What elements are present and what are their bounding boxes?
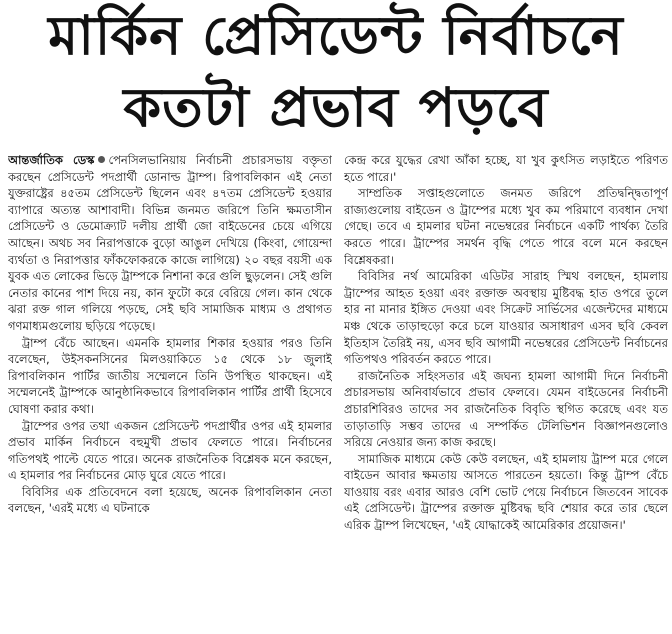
headline-line-2: কতটা প্রভাব পড়বে — [123, 76, 549, 139]
paragraph: কেন্দ্র করে যুদ্ধের রেখা আঁকা হচ্ছে, যা খুব কুৎসিত লড়াইতে পরিণত হতে পারে।' — [344, 153, 668, 184]
left-column — [8, 152, 332, 630]
paragraph: রাজনৈতিক সহিংসতার এই জঘন্য হামলা আগামী দিনে নির্বাচনী প্রচারসভায় অনিবার্যভাবে প্রভাব ফেলবে। যেমন বাইডেনের নির্বাচনী প্রচারশিবিরও তাদের সব রাজনৈতিক বিবৃতি স্থগিত করেছে এবং যত তাড়াতাড়ি সম্ভব তাদের এ সম্পর্কিত টেলিভিশন বিজ্ঞাপনগুলোও সরিয়ে নেওয়ার জন্য কাজ করছে। — [344, 368, 668, 450]
article-body — [8, 152, 668, 630]
paragraph: ট্রাম্পের ওপর তথা একজন প্রেসিডেন্ট পদপ্রার্থীর ওপর এই হামলার প্রভাব মার্কিন নির্বাচনে বহুমুখী প্রভাব ফেলতে পারে। নির্বাচনের গতিপথই পাল্টে যেতে পারে। অনেক রাজনৈতিক বিশ্লেষক মনে করছেন, এ হামলার পর নির্বাচনের মোড় ঘুরে যেতে পারে। — [8, 418, 332, 483]
paragraph: বিবিসির এক প্রতিবেদনে বলা হয়েছে, অনেক রিপাবলিকান নেতা বলছেন, 'এরই মধ্যে এ ঘটনাকে — [8, 484, 332, 516]
headline-line-1: মার্কিন প্রেসিডেন্ট নির্বাচনে — [48, 4, 624, 67]
dateline-bullet-icon — [98, 156, 105, 163]
right-column — [344, 152, 668, 630]
paragraph: বিবিসির নর্থ আমেরিকা এডিটর সারাহ স্মিথ বলছেন, হামলায় ট্রাম্পের আহত হওয়া এবং রক্তাক্ত অবস্থায় মুষ্টিবদ্ধ হাত ওপরে তুলে হার না মানার ইঙ্গিত দেওয়া এবং সিক্রেট সার্ভিসের এজেন্টদের মাধ্যমে মঞ্চ থেকে তাড়াহুড়ো করে চলে যাওয়ার অসাধারণ এসব ছবি কেবল ইতিহাস তৈরিই নয়, এসব ছবি আগামী নভেম্বরের প্রেসিডেন্ট নির্বাচনের গতিপথও পরিবর্তন করতে পারে। — [344, 269, 668, 367]
paragraph: ট্রাম্প বেঁচে আছেন। এমনকি হামলার শিকার হওয়ার পরও তিনি বলেছেন, উইসকনসিনের মিলওয়াকিতে ১৫ থেকে ১৮ জুলাই রিপাবলিকান পার্টির জাতীয় সম্মেলনে তিনি উপস্থিত থাকছেন। এই সম্মেলনেই ট্রাম্পকে আনুষ্ঠানিকভাবে রিপাবলিকান পার্টির প্রার্থী হিসেবে ঘোষণা করার কথা। — [8, 335, 332, 416]
dateline: আন্তর্জাতিক ডেস্ক — [8, 153, 95, 167]
headline — [0, 0, 672, 144]
paragraph: সামাজিক মাধ্যমে কেউ কেউ বলছেন, এই হামলায় ট্রাম্প মরে গেলে বাইডেন আবার ক্ষমতায় আসতে পারতেন হয়তো। কিন্তু ট্রাম্প বেঁচে যাওয়ায় বরং এবার আরও বেশি ভোট পেয়ে নির্বাচনে জিতবেন সাবেক এই প্রেসিডেন্ট। ট্রাম্পের রক্তাক্ত মুষ্টিবদ্ধ ছবি শেয়ার করে তার ছেলে এরিক ট্রাম্প লিখেছেন, 'এই যোদ্ধাকেই আমেরিকার প্রয়োজন।' — [344, 451, 668, 533]
dateline-paragraph — [8, 152, 332, 335]
paragraph: সাম্প্রতিক সপ্তাহগুলোতে জনমত জরিপে প্রতিদ্বন্দ্বিতাপূর্ণ রাজ্যগুলোয় বাইডেন ও ট্রাম্পের মধ্যে খুব কম পরিমাণে ব্যবধান দেখা গেছে। তবে এ হামলার ঘটনা নভেম্বরের নির্বাচনে একটি পার্থক্য তৈরি করতে পারে। ট্রাম্পের সমর্থন বৃদ্ধি পেতে পারে বলে মনে করছেন বিশ্লেষকরা। — [344, 186, 668, 267]
paragraph: পেনসিলভানিয়ায় নির্বাচনী প্রচারসভায় বক্তৃতা করছেন প্রেসিডেন্ট পদপ্রার্থী ডোনাল্ড ট্রাম্প। রিপাবলিকান এই নেতা যুক্তরাষ্ট্রের ৪৫তম প্রেসিডেন্ট ছিলেন এবং ৪৭তম প্রেসিডেন্ট হওয়ার ব্যাপারে অত্যন্ত আশাবাদী। বিভিন্ন জনমত জরিপে তিনি ক্ষমতাসীন প্রেসিডেন্ট ও ডেমোক্র্যাট দলীয় প্রার্থী জো বাইডেনের চেয়ে এগিয়ে আছেন। অথচ সব নিরাপত্তাকে বুড়ো আঙুল দেখিয়ে (কিংবা, গোয়েন্দা ব্যর্থতা ও নিরাপত্তার ফাঁকফোকরকে কাজে লাগিয়ে) ২০ বছর বয়সী এক যুবক এত লোকের ভিড়ে ট্রাম্পকে নিশানা করে গুলি ছুড়লেন। সেই গুলি নেতার কানের পাশ দিয়ে নয়, কান ফুটো করে বেরিয়ে গেল। কান থেকে ঝরা রক্ত গাল গলিয়ে পড়ছে, সেই ছবি সামাজিক মাধ্যম ও প্রথাগত গণমাধ্যমগুলোয় ছড়িয়ে পড়েছে। — [8, 153, 332, 333]
